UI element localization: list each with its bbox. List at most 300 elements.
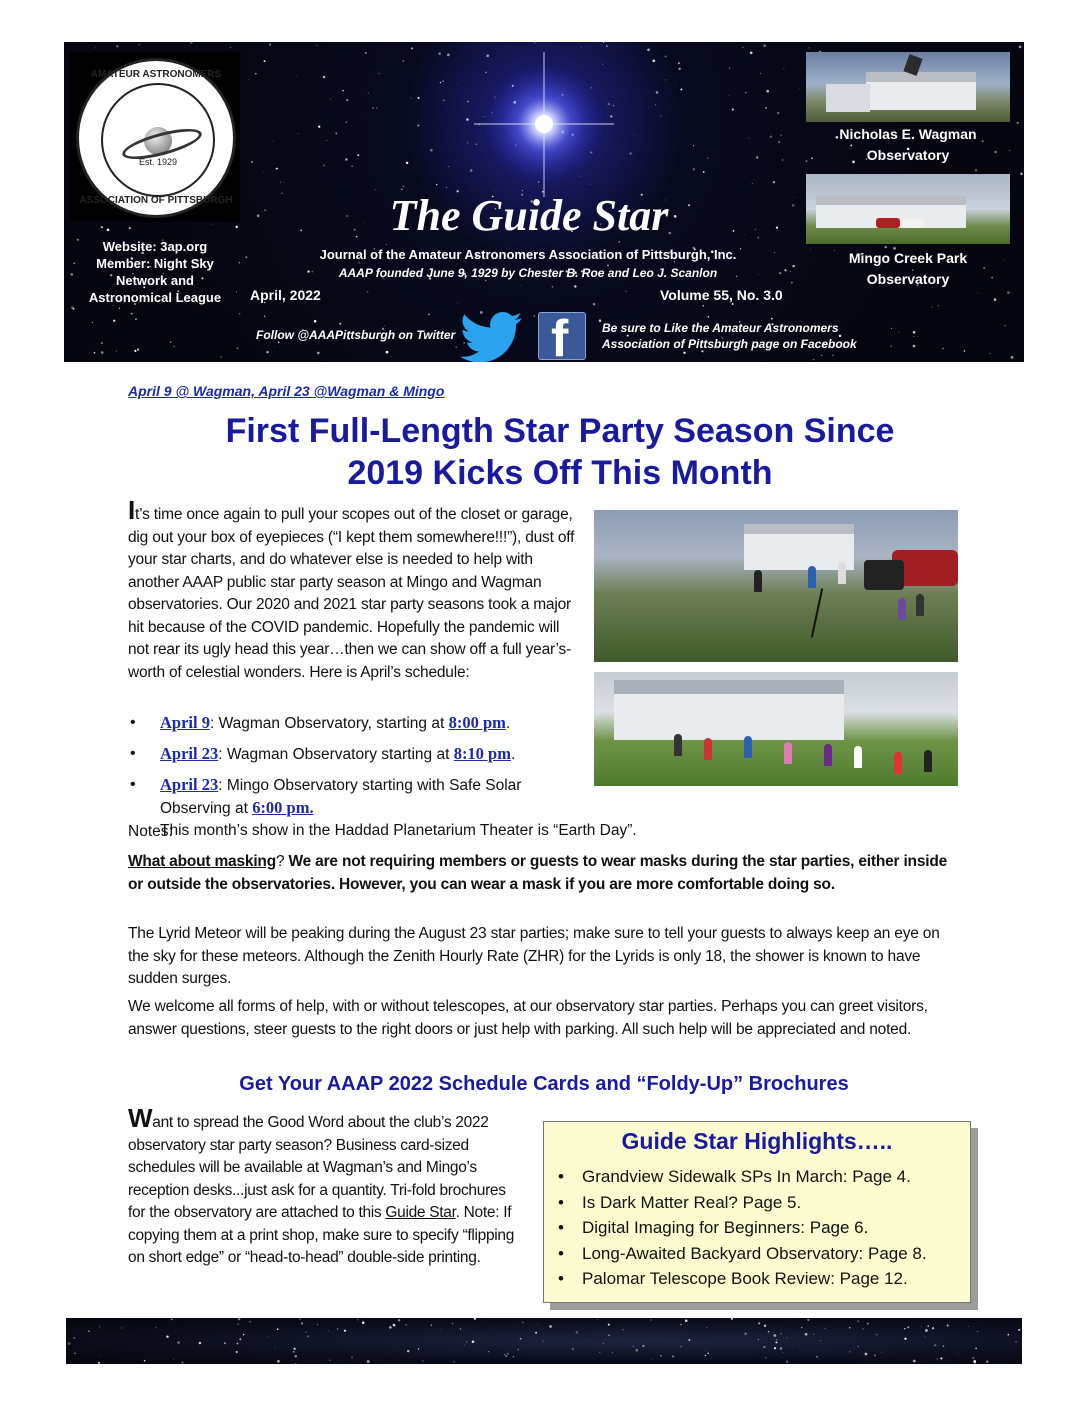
newsletter-title: The Guide Star [389,191,669,240]
star-dot [865,1353,868,1356]
issue-date: April, 2022 [250,287,321,303]
star-dot [705,1355,706,1356]
schedule-date-link[interactable]: April 23 [160,775,219,794]
star-dot [770,135,773,138]
wagman-observatory-photo [806,52,1010,122]
star-dot [876,1334,878,1336]
star-dot [973,1360,976,1363]
star-dot [263,171,264,172]
star-dot [660,1355,661,1356]
schedule-item: • April 23: Mingo Observatory starting with Safe Solar Observing at 6:00 pm. This month’s show in the Haddad Planetarium Theater is “Earth Day”. [128,774,580,842]
star-dot [362,1321,365,1324]
star-dot [307,1335,309,1337]
star-dot [642,1345,644,1347]
star-dot [755,229,756,230]
star-dot [629,152,631,154]
highlight-item[interactable]: • Is Dark Matter Real? Page 5. [554,1190,927,1216]
star-dot [280,182,281,183]
star-dot [237,1323,239,1325]
star-dot [452,1323,453,1324]
star-dot [706,1350,707,1351]
star-dot [442,80,444,82]
star-dot [296,76,297,77]
star-dot [672,1355,674,1357]
star-dot [786,1338,787,1339]
star-dot [763,1346,765,1348]
star-dot [612,1352,613,1353]
star-dot [376,107,377,108]
star-dot [505,1355,506,1356]
star-dot [367,1360,370,1363]
star-dot [766,90,769,93]
star-dot [518,1349,519,1350]
star-dot [752,183,753,184]
star-dot [314,320,317,323]
star-dot [744,235,745,236]
star-dot [779,272,781,274]
logo-ring-text-top: AMATEUR ASTRONOMERS [90,69,222,80]
star-dot [277,1328,279,1330]
star-dot [1010,230,1011,231]
star-dot [390,356,391,357]
star-dot [522,1322,523,1323]
star-dot [265,210,266,211]
star-dot [685,1319,688,1322]
star-dot [323,76,326,79]
star-dot [485,280,486,281]
intro-dropcap: I [128,495,136,525]
star-dot [347,215,348,216]
star-dot [599,1352,600,1353]
star-dot [438,52,440,54]
star-dot [92,322,93,323]
star-dot [783,1352,784,1353]
star-dot [447,54,450,57]
aaap-logo [70,52,240,222]
highlight-item[interactable]: • Grandview Sidewalk SPs In March: Page 4. [554,1164,927,1190]
star-dot [101,226,103,228]
star-dot [790,271,791,272]
facebook-f-icon[interactable]: f [538,312,586,360]
star-dot [858,1346,859,1347]
mingo-observatory-photo [806,174,1010,244]
star-dot [339,323,341,325]
star-dot [774,1347,776,1349]
guide-star-link[interactable]: Guide Star [385,1204,456,1221]
schedule-date-link[interactable]: April 23 [160,744,219,763]
highlights-list [554,1164,927,1292]
star-dot [436,184,437,185]
star-dot [378,73,379,74]
founded-line: AAAP founded June 9, 1929 by Chester B. Roe and Leo J. Scanlon [338,266,718,280]
star-dot [552,286,554,288]
star-dot [428,314,430,316]
star-dot [299,1318,301,1320]
star-dot [610,115,612,117]
star-dot [651,1319,652,1320]
masking-question: What about masking [128,853,276,870]
star-dot [742,47,743,48]
star-dot [947,1325,949,1327]
masking-answer: We are not requiring members or guests to wear masks during the star parties, either inside or outside the observatories. However, you can wear a mask if you are more comfortable doing so. [128,853,948,893]
star-dot [542,1341,543,1342]
star-dot [170,341,172,343]
star-dot [750,51,753,54]
star-dot [907,1326,909,1328]
highlights-title: Guide Star Highlights….. [621,1128,893,1154]
star-dot [488,1351,489,1352]
star-dot [707,157,708,158]
star-dot [758,1322,760,1324]
star-dot [351,166,352,167]
star-dot [890,345,892,347]
star-dot [703,171,705,173]
star-dot [466,1341,467,1342]
star-dot [249,1321,250,1322]
star-dot [816,1356,818,1358]
star-dot [813,359,814,360]
star-dot [467,142,468,143]
star-dot [455,346,457,348]
star-dot [778,141,780,143]
star-dot [464,1344,465,1345]
star-dot [354,229,356,231]
website-line[interactable]: Website: 3ap.org [102,239,208,254]
star-dot [934,1344,936,1346]
logo-ring-text-bottom: ASSOCIATION OF PITTSBURGH [79,195,233,206]
star-dot [406,162,408,164]
star-dot [393,1324,395,1326]
star-dot [775,1341,777,1343]
star-dot [768,1331,769,1332]
star-dot [780,1333,781,1334]
star-dot [942,348,943,349]
star-dot [782,159,784,161]
star-dot [317,45,318,46]
twitter-bird-icon[interactable] [460,312,524,362]
star-dot [326,140,327,141]
star-dot [931,306,932,307]
logo-established: Est. 1929 [138,157,178,167]
star-dot [535,1332,537,1334]
star-dot [485,71,487,73]
star-dot [238,1318,240,1320]
star-dot [972,1357,974,1359]
schedule-date-link[interactable]: April 9 [160,713,210,732]
star-dot [757,236,759,238]
star-dot [820,1340,821,1341]
star-dot [144,1360,146,1362]
star-dot [581,47,582,48]
cards-paragraph: Want to spread the Good Word about the club’s 2022 observatory star party season? Business card-sized schedules will be available at Wagman’s and Mingo’s reception desks...just ask for a quantity. Tri-fold brochures for the observatory are attached to this Guide Star. Note: If copying them at a print shop, make sure to specify “flipping on short edge” or “head-to-head” double-side printing. [128,1103,515,1266]
star-dot [537,1323,538,1324]
star-dot [603,42,605,43]
star-dot [177,1341,179,1343]
star-dot [351,1357,353,1359]
star-dot [398,1319,400,1321]
star-dot [913,336,914,337]
star-dot [284,182,285,183]
star-dot [733,230,735,232]
lyrid-paragraph: The Lyrid Meteor will be peaking during the August 23 star parties; make sure to tell your guests to always keep an eye on the sky for these meteors. Although the Zenith Hourly Rate (ZHR) for the Lyrids is only 18, the shower is known to have sudden surges. [128,925,940,987]
star-dot [155,1327,156,1328]
star-dot [269,43,271,45]
star-dot [236,1351,238,1353]
star-dot [805,1333,808,1336]
star-dot [603,1343,604,1344]
star-dot [1007,291,1010,294]
star-dot [295,1355,297,1357]
star-dot [1011,356,1014,359]
star-dot [344,1330,346,1332]
star-dot [190,42,192,44]
star-dot [293,1348,295,1350]
schedule-time-link[interactable]: 8:00 pm [448,713,506,732]
star-dot [791,282,793,284]
mingo-observatory-caption: Mingo Creek Park Observatory [848,250,968,287]
facebook-like-text[interactable]: Be sure to Like the Amateur Astronomers Association of Pittsburgh page on Facebook [602,321,857,351]
star-dot [849,1351,850,1352]
star-dot [71,306,74,309]
star-dot [116,45,118,47]
star-dot [549,1325,552,1328]
star-dot [100,1355,101,1356]
star-dot [975,1348,977,1350]
star-dot [245,256,247,258]
star-dot [867,1323,869,1325]
star-dot [107,228,110,231]
star-dot [590,184,591,185]
star-dot [994,298,997,301]
star-dot [317,352,320,355]
star-dot [606,45,608,47]
highlight-item[interactable]: • Palomar Telescope Book Review: Page 12. [554,1266,927,1292]
star-dot [1018,1329,1020,1331]
star-dot [773,181,775,183]
star-dot [899,332,900,333]
star-dot [1015,1341,1016,1342]
star-dot [731,1318,733,1320]
star-dot [417,125,419,127]
star-dot [257,214,260,217]
star-dot [1019,46,1022,49]
star-dot [904,1338,906,1340]
star-dot [323,164,325,166]
star-dot [367,291,369,293]
star-dot [472,1340,475,1343]
star-dot [255,73,257,75]
star-party-photo-1 [594,510,958,662]
star-dot [357,1319,359,1321]
star-dot [576,1331,579,1334]
star-dot [813,1333,815,1335]
star-dot [410,97,411,98]
star-dot [335,133,337,135]
star-dot [116,351,117,352]
star-dot [171,1319,173,1321]
star-dot [129,227,131,229]
star-dot [706,1327,707,1328]
article-intro: It’s time once again to pull your scopes out of the closet or garage, dig out your box of eyepieces (“I kept them somewhere!!!”), dust off your star charts, and do whatever else is needed to help with another AAAP public star party season at Mingo and Wagman observatories. Our 2020 and 2021 star party seasons took a major hit because of the COVID pandemic. Hopefully the pandemic will not rear its ugly head this year…then we can show off a full year’s-worth of celestial wonders. Here is April’s schedule: [128,495,575,681]
star-dot [466,118,469,121]
star-dot [235,226,237,228]
star-dot [625,291,626,292]
star-dot [328,1330,329,1331]
star-dot [763,44,766,47]
star-dot [580,56,581,57]
star-dot [744,1332,747,1335]
cards-subheading: Get Your AAAP 2022 Schedule Cards and “Foldy-Up” Brochures [239,1073,849,1095]
star-dot [357,154,359,156]
star-dot [251,161,253,163]
star-dot [457,83,458,84]
star-dot [707,1352,709,1354]
journal-subtitle: Journal of the Amateur Astronomers Association of Pittsburgh, Inc. [319,247,737,262]
star-dot [166,1335,168,1337]
star-dot [486,54,489,57]
star-dot [266,351,268,353]
star-dot [135,318,137,320]
star-dot [94,352,96,354]
schedule-item: • April 9: Wagman Observatory, starting at 8:00 pm. [128,712,948,735]
star-dot [275,1348,276,1349]
star-dot [470,169,473,172]
april-schedule-list [128,712,948,850]
star-dot [773,1334,776,1337]
star-dot [622,1329,623,1330]
star-dot [173,1359,174,1360]
star-dot [608,103,610,105]
star-dot [386,351,389,354]
star-dot [665,55,667,57]
star-dot [857,1320,859,1322]
club-info [76,238,234,306]
star-dot [968,1326,969,1327]
star-dot [975,169,977,171]
star-dot [236,347,238,349]
schedule-time-link[interactable]: 8:10 pm [453,744,511,763]
star-dot [99,1326,100,1327]
star-dot [173,345,175,347]
star-dot [849,1327,851,1329]
star-dot [431,1324,432,1325]
star-dot [765,107,767,109]
star-dot [1017,122,1019,124]
star-dot [602,64,603,65]
star-dot [633,1346,634,1347]
star-dot [329,1360,330,1361]
star-dot [317,1324,318,1325]
star-dot [680,1346,681,1347]
star-dot [330,99,331,100]
star-dot [679,68,681,70]
member-line-3: Astronomical League [88,290,222,305]
star-dot [467,101,469,103]
star-dot [807,1319,809,1321]
star-dot [418,97,420,99]
star-dot [74,1353,75,1354]
star-dot [520,1338,522,1340]
star-dot [365,52,366,53]
star-dot [580,176,581,177]
star-dot [977,292,978,293]
footer-starfield-band [66,1318,1022,1364]
highlight-item[interactable]: • Digital Imaging for Beginners: Page 6. [554,1215,927,1241]
article-headline: First Full-Length Star Party Season Since 2019 Kicks Off This Month [225,412,895,492]
star-dot [1005,325,1006,326]
star-dot [448,166,449,167]
star-dot [608,1335,610,1337]
star-dot [101,351,104,354]
star-dot [95,47,96,48]
schedule-time-link[interactable]: 6:00 pm. [252,798,314,817]
star-dot [748,138,749,139]
star-dot [599,319,602,322]
star-dot [418,1348,419,1349]
star-dot [534,42,536,44]
article-kicker[interactable]: April 9 @ Wagman, April 23 @Wagman & Mingo [128,383,445,399]
star-dot [572,1348,574,1350]
star-dot [799,88,800,89]
star-dot [693,168,695,170]
star-dot [268,1337,269,1338]
star-dot [236,291,237,292]
star-dot [305,1331,306,1332]
star-dot [680,1324,681,1325]
star-dot [356,236,358,238]
star-dot [295,1363,296,1364]
star-dot [776,1339,777,1340]
star-dot [405,1324,407,1326]
star-dot [386,244,387,245]
highlight-item[interactable]: • Long-Awaited Backyard Observatory: Page 8. [554,1241,927,1267]
star-dot [220,356,222,358]
star-dot [688,1339,690,1341]
star-dot [121,1327,122,1328]
star-dot [441,1329,442,1330]
star-dot [756,156,758,158]
star-dot [652,59,655,62]
star-dot [346,121,348,123]
star-dot [636,1349,639,1352]
star-dot [113,320,115,322]
star-dot [608,1324,610,1326]
star-dot [533,315,535,317]
star-dot [764,1325,766,1327]
star-dot [943,1345,944,1346]
star-dot [98,1362,100,1364]
star-dot [550,284,551,285]
star-dot [958,1354,959,1355]
star-dot [73,263,75,265]
twitter-follow-text[interactable]: Follow @AAAPittsburgh on Twitter [256,328,456,342]
star-dot [780,1347,783,1350]
star-dot [440,82,442,84]
star-dot [799,1345,800,1346]
star-dot [989,353,990,354]
star-dot [656,91,659,94]
star-dot [760,73,761,74]
star-dot [446,187,447,188]
star-dot [613,105,614,106]
star-dot [239,313,241,315]
star-dot [134,350,136,352]
star-dot [821,355,822,356]
star-dot [241,316,242,317]
star-dot [784,269,786,271]
star-dot [389,1326,392,1329]
star-dot [921,1327,922,1328]
